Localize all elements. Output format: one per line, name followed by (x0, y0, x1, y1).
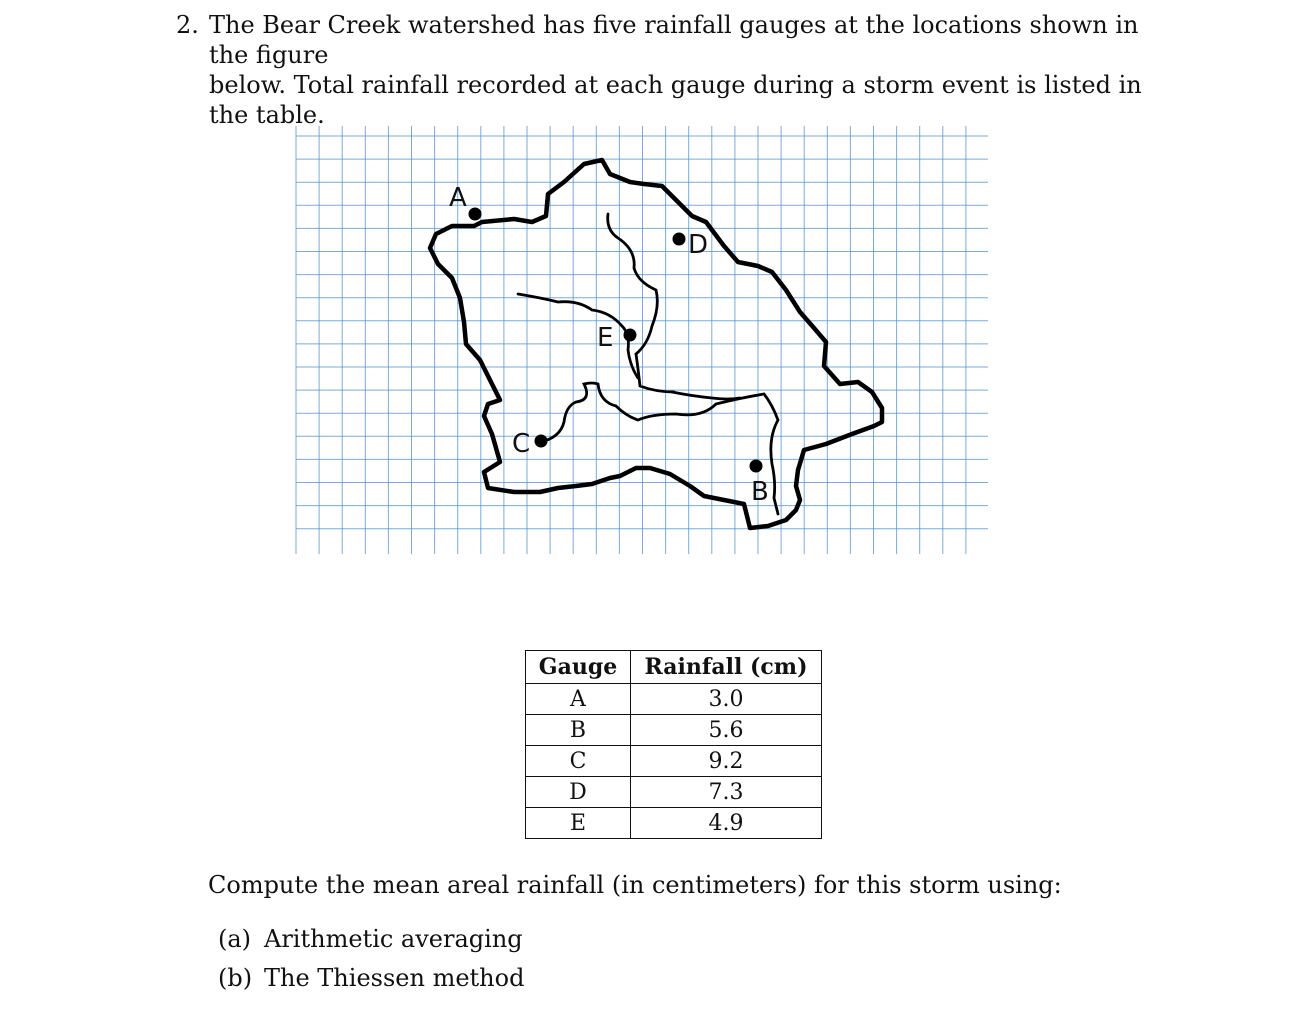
problem-line-2: below. Total rainfall recorded at each gauge during a storm event is listed in the table. (209, 71, 1142, 129)
table-header-row (526, 651, 822, 684)
rainfall-cell: 7.3 (631, 777, 822, 808)
watershed-map (292, 122, 992, 558)
stream-north (608, 214, 674, 392)
question-part-a (218, 920, 524, 959)
table-row (526, 808, 822, 839)
rainfall-table (525, 650, 822, 839)
part-a-text: Arithmetic averaging (264, 925, 523, 953)
question-part-b (218, 959, 524, 998)
watershed-figure (292, 122, 992, 558)
gauge-cell: A (526, 684, 631, 715)
gauge-cell: E (526, 808, 631, 839)
gauge-d-point (673, 233, 686, 246)
table-row (526, 684, 822, 715)
question-parts (218, 920, 524, 998)
gauge-cell: D (526, 777, 631, 808)
stream-main (540, 383, 778, 514)
part-a-label: (a) (218, 925, 252, 953)
table-row (526, 777, 822, 808)
gauge-cell: C (526, 746, 631, 777)
gauge-a-point (469, 208, 482, 221)
question-prompt: Compute the mean areal rainfall (in centimeters) for this storm using: (208, 871, 1062, 899)
gauge-c-label: C (512, 429, 531, 459)
gauge-cell: B (526, 715, 631, 746)
gauge-e-point (624, 329, 637, 342)
gauge-c-point (535, 435, 548, 448)
gauge-e-label: E (597, 323, 614, 353)
gauge-b-label: B (751, 477, 769, 507)
problem-line-1: The Bear Creek watershed has five rainfall gauges at the locations shown in the figure (209, 11, 1139, 69)
col-rainfall-header: Rainfall (cm) (631, 651, 822, 684)
stream-junction (672, 392, 740, 399)
rainfall-cell: 5.6 (631, 715, 822, 746)
table-row (526, 715, 822, 746)
col-gauge-header: Gauge (526, 651, 631, 684)
graph-paper-grid (296, 126, 988, 554)
table-row (526, 746, 822, 777)
gauge-b-point (750, 460, 763, 473)
gauge-d-label: D (688, 230, 709, 260)
rainfall-cell: 9.2 (631, 746, 822, 777)
stream-west (518, 294, 638, 378)
gauge-a-label: A (449, 183, 467, 213)
problem-number: 2. (176, 11, 199, 39)
part-b-text: The Thiessen method (264, 964, 525, 992)
rainfall-cell: 4.9 (631, 808, 822, 839)
rainfall-cell: 3.0 (631, 684, 822, 715)
problem-statement (176, 10, 1166, 130)
part-b-label: (b) (218, 964, 253, 992)
